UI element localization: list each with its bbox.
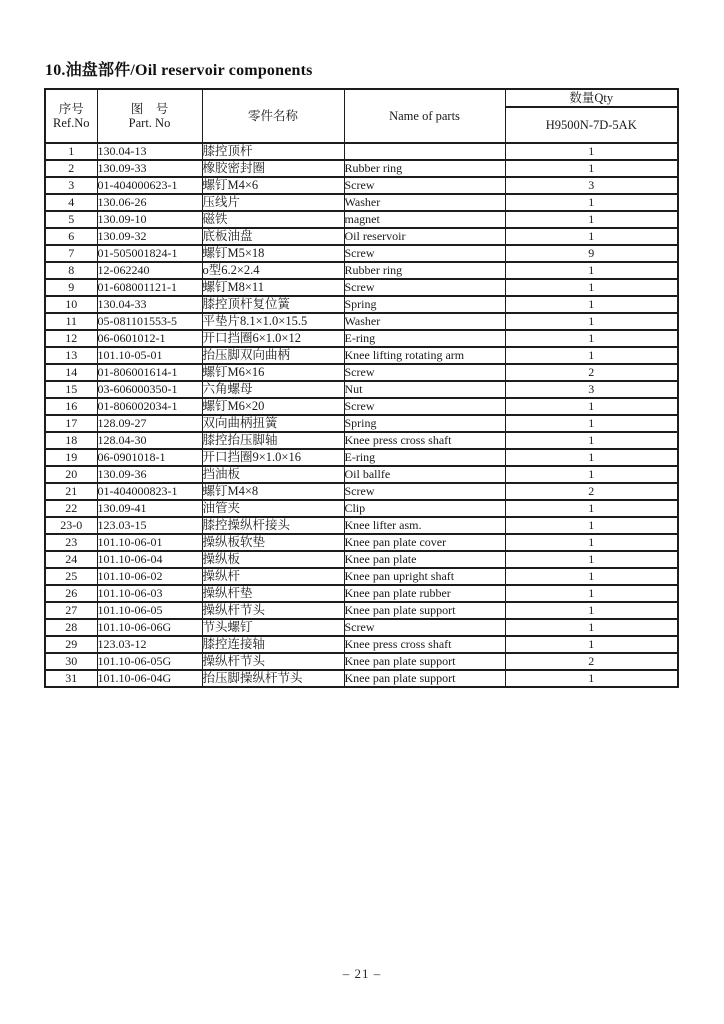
ref-no-cell: 8 [45,262,97,279]
qty-cell: 1 [505,534,678,551]
table-row [45,602,678,619]
ref-no-cell: 6 [45,228,97,245]
part-name-en-cell: Knee pan plate support [344,670,505,687]
ref-no-cell: 2 [45,160,97,177]
part-no-cell: 01-505001824-1 [97,245,202,262]
part-no-cell: 05-081101553-5 [97,313,202,330]
part-no-cell: 101.10-06-01 [97,534,202,551]
part-name-en-cell: Knee pan plate [344,551,505,568]
part-no-cell: 06-0901018-1 [97,449,202,466]
header-ref-no-en: Ref.No [53,116,90,130]
parts-table-body [45,143,678,687]
part-no-cell: 101.10-06-04G [97,670,202,687]
part-no-cell: 128.09-27 [97,415,202,432]
part-no-cell: 130.06-26 [97,194,202,211]
qty-cell: 1 [505,432,678,449]
table-row [45,381,678,398]
part-name-en-cell: E-ring [344,449,505,466]
part-no-cell: 101.10-06-02 [97,568,202,585]
ref-no-cell: 14 [45,364,97,381]
part-no-cell: 101.10-06-04 [97,551,202,568]
part-name-en-cell: Knee pan plate support [344,602,505,619]
part-name-cn-cell: 操纵杆 [202,568,344,585]
qty-cell: 1 [505,636,678,653]
qty-cell: 9 [505,245,678,262]
part-name-cn-cell: 六角螺母 [202,381,344,398]
part-name-en-cell: Spring [344,415,505,432]
part-name-en-cell: Rubber ring [344,262,505,279]
part-no-cell: 01-608001121-1 [97,279,202,296]
ref-no-cell: 1 [45,143,97,160]
table-row [45,636,678,653]
table-row [45,194,678,211]
qty-cell: 1 [505,449,678,466]
ref-no-cell: 30 [45,653,97,670]
ref-no-cell: 22 [45,500,97,517]
qty-cell: 1 [505,194,678,211]
part-no-cell: 01-806002034-1 [97,398,202,415]
qty-cell: 3 [505,381,678,398]
part-name-cn-cell: 膝控连接轴 [202,636,344,653]
part-name-cn-cell: 螺钉M6×20 [202,398,344,415]
ref-no-cell: 23-0 [45,517,97,534]
part-name-cn-cell: 螺钉M8×11 [202,279,344,296]
ref-no-cell: 18 [45,432,97,449]
qty-cell: 3 [505,177,678,194]
part-name-en-cell: Screw [344,483,505,500]
qty-cell: 1 [505,398,678,415]
ref-no-cell: 28 [45,619,97,636]
part-name-en-cell: Knee press cross shaft [344,432,505,449]
part-name-en-cell: Screw [344,398,505,415]
part-name-en-cell: Nut [344,381,505,398]
part-name-en-cell: Knee pan upright shaft [344,568,505,585]
part-name-cn-cell: 开口挡圈9×1.0×16 [202,449,344,466]
part-name-cn-cell: 节头螺钉 [202,619,344,636]
ref-no-cell: 16 [45,398,97,415]
part-name-cn-cell: 操纵杆垫 [202,585,344,602]
table-row [45,449,678,466]
ref-no-cell: 27 [45,602,97,619]
part-name-en-cell: E-ring [344,330,505,347]
part-name-cn-cell: 操纵杆节头 [202,653,344,670]
ref-no-cell: 25 [45,568,97,585]
part-name-en-cell: magnet [344,211,505,228]
qty-cell: 1 [505,415,678,432]
table-row [45,143,678,160]
part-name-en-cell: Knee press cross shaft [344,636,505,653]
table-row [45,500,678,517]
table-row [45,466,678,483]
ref-no-cell: 10 [45,296,97,313]
part-name-cn-cell: 操纵板软垫 [202,534,344,551]
qty-cell: 1 [505,296,678,313]
part-no-cell: 128.04-30 [97,432,202,449]
header-part-no [97,89,202,143]
qty-cell: 1 [505,585,678,602]
part-name-cn-cell: 膝控顶杆 [202,143,344,160]
part-name-en-cell: Oil reservoir [344,228,505,245]
header-part-name-cn: 零件名称 [202,89,344,143]
qty-cell: 1 [505,313,678,330]
part-no-cell: 101.10-05-01 [97,347,202,364]
qty-cell: 1 [505,568,678,585]
part-no-cell: 101.10-06-05G [97,653,202,670]
part-name-cn-cell: o型6.2×2.4 [202,262,344,279]
qty-cell: 1 [505,517,678,534]
part-name-cn-cell: 挡油板 [202,466,344,483]
ref-no-cell: 4 [45,194,97,211]
table-row [45,177,678,194]
part-no-cell: 130.09-41 [97,500,202,517]
table-row [45,517,678,534]
part-name-en-cell: Oil ballfe [344,466,505,483]
part-name-en-cell: Screw [344,177,505,194]
table-row [45,653,678,670]
table-row [45,432,678,449]
table-row [45,211,678,228]
part-no-cell: 06-0601012-1 [97,330,202,347]
qty-cell: 1 [505,670,678,687]
header-part-no-en: Part. No [128,116,171,130]
header-part-no-cn: 图 号 [130,101,169,116]
table-row [45,483,678,500]
table-row [45,364,678,381]
part-no-cell: 12-062240 [97,262,202,279]
part-no-cell: 101.10-06-06G [97,619,202,636]
part-name-cn-cell: 平垫片8.1×1.0×15.5 [202,313,344,330]
part-no-cell: 101.10-06-03 [97,585,202,602]
qty-cell: 1 [505,466,678,483]
qty-cell: 1 [505,551,678,568]
qty-cell: 2 [505,364,678,381]
part-name-cn-cell: 螺钉M4×8 [202,483,344,500]
header-ref-no-cn: 序号 [58,101,84,116]
part-name-en-cell: Knee pan plate cover [344,534,505,551]
table-row [45,330,678,347]
ref-no-cell: 13 [45,347,97,364]
part-name-en-cell: Spring [344,296,505,313]
table-row [45,347,678,364]
part-name-en-cell: Screw [344,245,505,262]
table-row [45,534,678,551]
ref-no-cell: 23 [45,534,97,551]
header-part-name-en: Name of parts [344,89,505,143]
ref-no-cell: 26 [45,585,97,602]
qty-cell: 1 [505,500,678,517]
part-name-cn-cell: 膝控抬压脚轴 [202,432,344,449]
table-row [45,296,678,313]
part-name-en-cell: Knee lifting rotating arm [344,347,505,364]
part-name-cn-cell: 膝控顶杆复位簧 [202,296,344,313]
part-no-cell: 130.09-36 [97,466,202,483]
part-no-cell: 03-606000350-1 [97,381,202,398]
table-row [45,262,678,279]
qty-cell: 1 [505,262,678,279]
ref-no-cell: 21 [45,483,97,500]
part-name-cn-cell: 双向曲柄扭簧 [202,415,344,432]
table-row [45,398,678,415]
qty-cell: 1 [505,228,678,245]
ref-no-cell: 3 [45,177,97,194]
part-name-cn-cell: 螺钉M6×16 [202,364,344,381]
table-row [45,619,678,636]
part-no-cell: 130.09-32 [97,228,202,245]
part-name-en-cell: Knee lifter asm. [344,517,505,534]
ref-no-cell: 7 [45,245,97,262]
ref-no-cell: 24 [45,551,97,568]
ref-no-cell: 29 [45,636,97,653]
qty-cell: 1 [505,602,678,619]
ref-no-cell: 5 [45,211,97,228]
part-name-en-cell: Screw [344,619,505,636]
part-no-cell: 130.04-33 [97,296,202,313]
part-no-cell: 01-806001614-1 [97,364,202,381]
part-name-en-cell: Knee pan plate support [344,653,505,670]
table-row [45,279,678,296]
qty-cell: 2 [505,483,678,500]
header-qty: 数量Qty [505,89,678,107]
part-no-cell: 123.03-12 [97,636,202,653]
ref-no-cell: 12 [45,330,97,347]
part-name-en-cell: Screw [344,279,505,296]
part-name-cn-cell: 油管夹 [202,500,344,517]
part-name-cn-cell: 操纵板 [202,551,344,568]
header-model: H9500N-7D-5AK [505,107,678,143]
table-row [45,568,678,585]
part-name-en-cell: Clip [344,500,505,517]
qty-cell: 1 [505,619,678,636]
parts-table-header [45,89,678,143]
header-ref-no [45,89,97,143]
table-row [45,551,678,568]
parts-table [44,88,679,688]
ref-no-cell: 20 [45,466,97,483]
part-no-cell: 130.04-13 [97,143,202,160]
ref-no-cell: 31 [45,670,97,687]
part-no-cell: 01-404000823-1 [97,483,202,500]
ref-no-cell: 15 [45,381,97,398]
part-name-en-cell: Screw [344,364,505,381]
qty-cell: 1 [505,279,678,296]
part-name-cn-cell: 螺钉M5×18 [202,245,344,262]
table-row [45,228,678,245]
qty-cell: 2 [505,653,678,670]
part-no-cell: 130.09-33 [97,160,202,177]
qty-cell: 1 [505,330,678,347]
part-name-en-cell: Washer [344,313,505,330]
part-name-cn-cell: 螺钉M4×6 [202,177,344,194]
part-no-cell: 130.09-10 [97,211,202,228]
part-name-en-cell: Rubber ring [344,160,505,177]
part-name-cn-cell: 橡胶密封圈 [202,160,344,177]
table-row [45,585,678,602]
qty-cell: 1 [505,143,678,160]
qty-cell: 1 [505,347,678,364]
table-row [45,313,678,330]
part-name-en-cell [344,143,505,160]
part-name-cn-cell: 底板油盘 [202,228,344,245]
part-name-cn-cell: 操纵杆节头 [202,602,344,619]
ref-no-cell: 11 [45,313,97,330]
ref-no-cell: 19 [45,449,97,466]
part-name-cn-cell: 压线片 [202,194,344,211]
part-name-cn-cell: 磁铁 [202,211,344,228]
part-no-cell: 101.10-06-05 [97,602,202,619]
part-name-en-cell: Washer [344,194,505,211]
part-name-en-cell: Knee pan plate rubber [344,585,505,602]
ref-no-cell: 17 [45,415,97,432]
table-row [45,160,678,177]
table-row [45,670,678,687]
ref-no-cell: 9 [45,279,97,296]
table-row [45,245,678,262]
part-no-cell: 123.03-15 [97,517,202,534]
part-name-cn-cell: 开口挡圈6×1.0×12 [202,330,344,347]
qty-cell: 1 [505,211,678,228]
table-row [45,415,678,432]
page-number: – 21 – [342,966,382,981]
part-name-cn-cell: 膝控操纵杆接头 [202,517,344,534]
page-title: 10.油盘部件/Oil reservoir components [45,62,313,79]
part-name-cn-cell: 抬压脚双向曲柄 [202,347,344,364]
part-no-cell: 01-404000623-1 [97,177,202,194]
part-name-cn-cell: 抬压脚操纵杆节头 [202,670,344,687]
qty-cell: 1 [505,160,678,177]
